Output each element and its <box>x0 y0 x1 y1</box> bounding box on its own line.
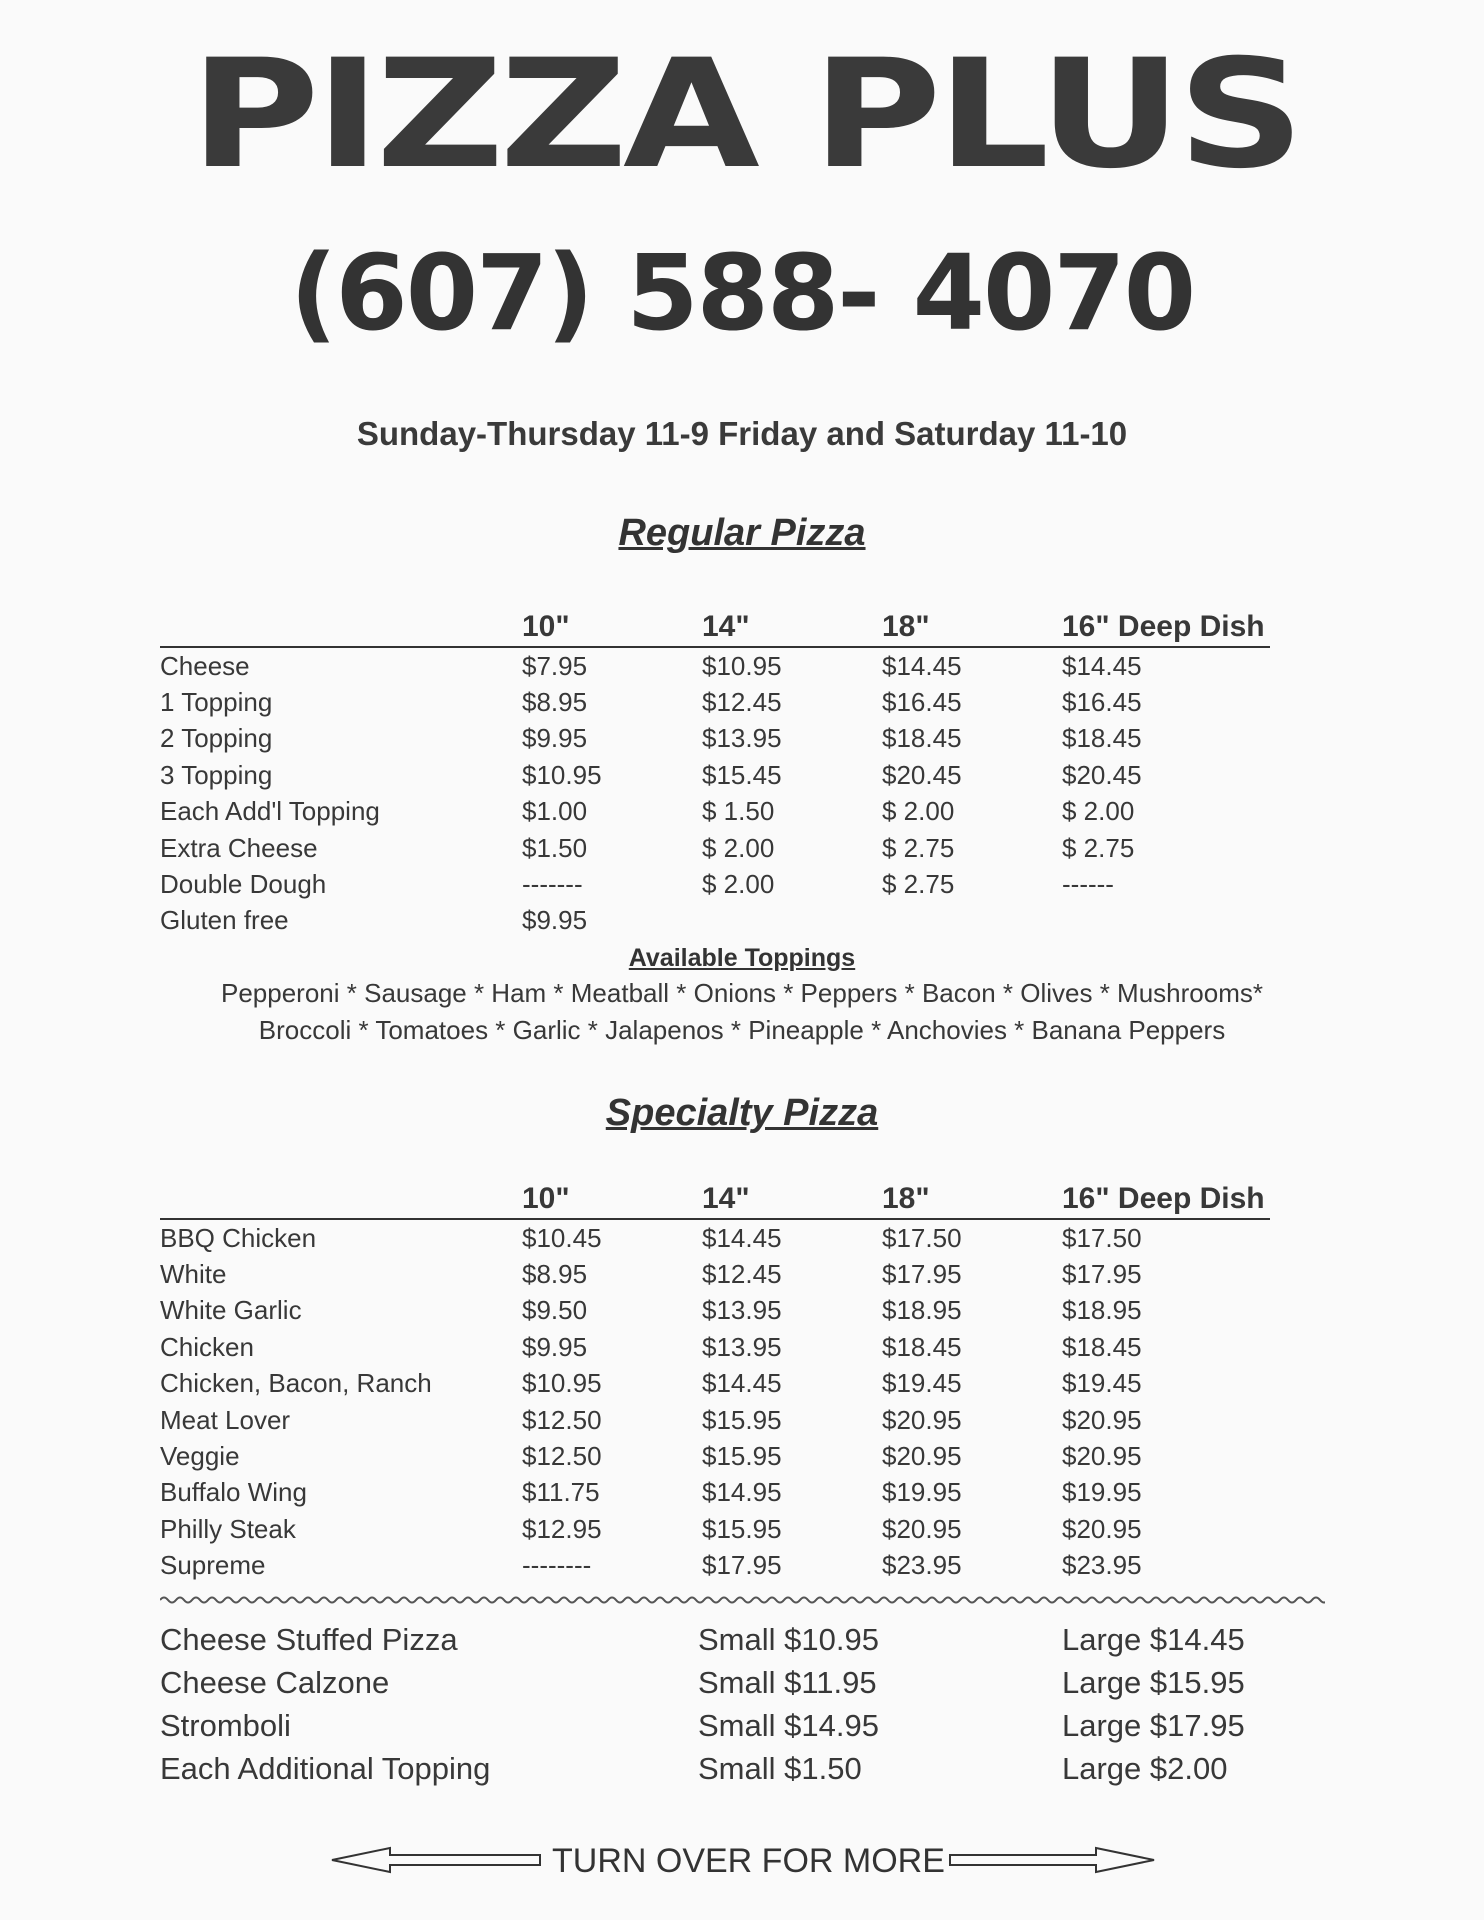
item-name: Chicken <box>160 1331 254 1362</box>
price-cell: $10.95 <box>702 650 782 681</box>
small-price: Small $1.50 <box>698 1751 862 1786</box>
table-row <box>160 1402 1270 1438</box>
price-cell: $ 2.00 <box>1062 796 1135 827</box>
item-name: Veggie <box>160 1441 240 1472</box>
price-cell: $12.50 <box>522 1404 602 1435</box>
table-row <box>160 1366 1270 1402</box>
price-cell: $13.95 <box>702 723 782 754</box>
price-cell: $ 2.00 <box>882 796 955 827</box>
price-cell: $17.95 <box>702 1550 782 1581</box>
large-price: Large $14.45 <box>1062 1622 1245 1657</box>
price-cell: $14.45 <box>882 650 962 681</box>
price-cell: $ 2.00 <box>702 832 775 863</box>
table-row <box>160 1293 1270 1329</box>
price-cell: $13.95 <box>702 1295 782 1326</box>
right-arrow-icon <box>948 1836 1156 1884</box>
item-name: Meat Lover <box>160 1404 291 1435</box>
header-14: 14" <box>702 610 882 647</box>
table-row <box>160 1438 1270 1474</box>
small-price: Small $11.95 <box>698 1665 877 1700</box>
price-cell: $23.95 <box>882 1550 962 1581</box>
header-18: 18" <box>882 610 1062 647</box>
price-cell: $8.95 <box>522 687 588 718</box>
extras-list <box>160 1622 1310 1794</box>
price-cell: $9.95 <box>522 1331 588 1362</box>
table-row <box>160 647 1270 684</box>
table-row <box>160 721 1270 757</box>
table-row <box>160 1256 1270 1292</box>
item-name: Supreme <box>160 1550 266 1581</box>
large-price: Large $15.95 <box>1062 1665 1245 1700</box>
price-cell: $20.95 <box>1062 1513 1142 1544</box>
price-cell: $1.00 <box>522 796 588 827</box>
item-name: Extra Cheese <box>160 832 318 863</box>
price-cell <box>1062 903 1270 939</box>
price-cell: $15.95 <box>702 1441 782 1472</box>
price-cell: $19.45 <box>882 1368 962 1399</box>
item-name: Gluten free <box>160 905 289 936</box>
item-name: Philly Steak <box>160 1513 296 1544</box>
table-row <box>160 684 1270 720</box>
price-cell: $18.45 <box>1062 723 1142 754</box>
price-cell: $17.95 <box>1062 1259 1142 1290</box>
table-header-row <box>160 610 1270 647</box>
price-cell: $12.45 <box>702 1259 782 1290</box>
turn-over-label: TURN OVER FOR MORE <box>552 1842 945 1880</box>
brand-logo <box>185 38 1305 193</box>
table-row <box>160 903 1270 939</box>
price-cell: $17.95 <box>882 1259 962 1290</box>
price-cell: $ 2.75 <box>1062 832 1135 863</box>
extras-row <box>160 1665 1310 1708</box>
item-name: Each Add'l Topping <box>160 796 380 827</box>
small-price: Small $14.95 <box>698 1708 879 1743</box>
price-cell: $18.45 <box>882 1331 962 1362</box>
price-cell: $12.45 <box>702 687 782 718</box>
price-cell: $8.95 <box>522 1259 588 1290</box>
price-cell: $19.45 <box>1062 1368 1142 1399</box>
price-cell: $ 2.75 <box>882 869 955 900</box>
price-cell: $9.95 <box>522 905 588 936</box>
regular-pizza-table <box>160 610 1270 939</box>
extra-name: Cheese Calzone <box>160 1665 390 1700</box>
item-name: White <box>160 1259 227 1290</box>
price-cell: -------- <box>522 1550 592 1581</box>
price-cell: $1.50 <box>522 832 588 863</box>
extras-row <box>160 1708 1310 1751</box>
price-cell: $14.45 <box>1062 650 1142 681</box>
table-header-row <box>160 1182 1270 1219</box>
large-price: Large $17.95 <box>1062 1708 1245 1743</box>
table-row <box>160 1511 1270 1547</box>
table-row <box>160 1548 1270 1584</box>
item-name: Cheese <box>160 650 250 681</box>
price-cell: $10.45 <box>522 1222 602 1253</box>
price-cell: $13.95 <box>702 1331 782 1362</box>
price-cell: $20.95 <box>1062 1404 1142 1435</box>
price-cell: $17.50 <box>882 1222 962 1253</box>
price-cell: $ 1.50 <box>702 796 775 827</box>
item-name: Double Dough <box>160 869 327 900</box>
price-cell: $7.95 <box>522 650 588 681</box>
table-row <box>160 1329 1270 1365</box>
wavy-divider <box>160 1594 1325 1606</box>
item-name: 3 Topping <box>160 759 273 790</box>
item-name: 1 Topping <box>160 687 273 718</box>
item-name: Buffalo Wing <box>160 1477 307 1508</box>
small-price: Small $10.95 <box>698 1622 879 1657</box>
price-cell: $14.45 <box>702 1222 782 1253</box>
price-cell: $18.95 <box>882 1295 962 1326</box>
specialty-pizza-title: Specialty Pizza <box>605 1092 879 1134</box>
price-cell: $9.50 <box>522 1295 588 1326</box>
price-cell: $18.45 <box>882 723 962 754</box>
price-cell: $10.95 <box>522 759 602 790</box>
price-cell: $9.95 <box>522 723 588 754</box>
price-cell: $23.95 <box>1062 1550 1142 1581</box>
price-cell: $20.45 <box>1062 759 1142 790</box>
extra-name: Each Additional Topping <box>160 1751 491 1786</box>
table-row <box>160 866 1270 902</box>
price-cell: $17.50 <box>1062 1222 1142 1253</box>
price-cell: ------ <box>1062 869 1114 900</box>
header-deep-dish: 16" Deep Dish <box>1062 1182 1270 1219</box>
price-cell: $16.45 <box>882 687 962 718</box>
header-deep-dish: 16" Deep Dish <box>1062 610 1270 647</box>
price-cell: $11.75 <box>522 1477 600 1508</box>
price-cell: $10.95 <box>522 1368 602 1399</box>
large-price: Large $2.00 <box>1062 1751 1228 1786</box>
price-cell: $16.45 <box>1062 687 1142 718</box>
price-cell: $ 2.75 <box>882 832 955 863</box>
table-row <box>160 1475 1270 1511</box>
extra-name: Stromboli <box>160 1708 291 1743</box>
extra-name: Cheese Stuffed Pizza <box>160 1622 458 1657</box>
price-cell: $14.45 <box>702 1368 782 1399</box>
price-cell: $18.45 <box>1062 1331 1142 1362</box>
price-cell: $14.95 <box>702 1477 782 1508</box>
header-10: 10" <box>522 610 702 647</box>
price-cell: $20.95 <box>882 1513 962 1544</box>
price-cell: $20.95 <box>1062 1441 1142 1472</box>
price-cell: $20.95 <box>882 1441 962 1472</box>
phone-number[interactable]: (607) 588- 4070 <box>289 232 1195 354</box>
business-hours: Sunday-Thursday 11-9 Friday and Saturday 11-10 <box>356 415 1128 452</box>
toppings-line-2: Broccoli * Tomatoes * Garlic * Jalapenos * Pineapple * Anchovies * Banana Peppers <box>258 1015 1226 1045</box>
header-14: 14" <box>702 1182 882 1219</box>
price-cell: $18.95 <box>1062 1295 1142 1326</box>
extras-row <box>160 1622 1310 1665</box>
specialty-pizza-table <box>160 1182 1270 1584</box>
header-item <box>160 1182 522 1219</box>
price-cell <box>702 903 882 939</box>
price-cell: $15.45 <box>702 759 782 790</box>
brand-name: PIZZA PLUS <box>190 38 1300 193</box>
extras-row <box>160 1751 1310 1794</box>
item-name: White Garlic <box>160 1295 302 1326</box>
item-name: 2 Topping <box>160 723 273 754</box>
item-name: BBQ Chicken <box>160 1222 317 1253</box>
price-cell: $12.50 <box>522 1441 602 1472</box>
price-cell: $15.95 <box>702 1513 782 1544</box>
price-cell: $20.95 <box>882 1404 962 1435</box>
price-cell: ------- <box>522 869 583 900</box>
toppings-title: Available Toppings <box>628 944 856 972</box>
price-cell: $19.95 <box>882 1477 962 1508</box>
left-arrow-icon <box>330 1836 542 1884</box>
price-cell <box>882 903 1062 939</box>
header-10: 10" <box>522 1182 702 1219</box>
price-cell: $15.95 <box>702 1404 782 1435</box>
turn-over-banner <box>330 1836 1156 1884</box>
item-name: Chicken, Bacon, Ranch <box>160 1368 432 1399</box>
regular-pizza-title: Regular Pizza <box>618 512 866 554</box>
price-cell: $ 2.00 <box>702 869 775 900</box>
table-row <box>160 1219 1270 1256</box>
header-18: 18" <box>882 1182 1062 1219</box>
table-row <box>160 757 1270 793</box>
table-row <box>160 794 1270 830</box>
header-item <box>160 610 522 647</box>
price-cell: $20.45 <box>882 759 962 790</box>
price-cell: $12.95 <box>522 1513 602 1544</box>
toppings-line-1: Pepperoni * Sausage * Ham * Meatball * Onions * Peppers * Bacon * Olives * Mushrooms* <box>221 978 1263 1008</box>
price-cell: $19.95 <box>1062 1477 1142 1508</box>
table-row <box>160 830 1270 866</box>
